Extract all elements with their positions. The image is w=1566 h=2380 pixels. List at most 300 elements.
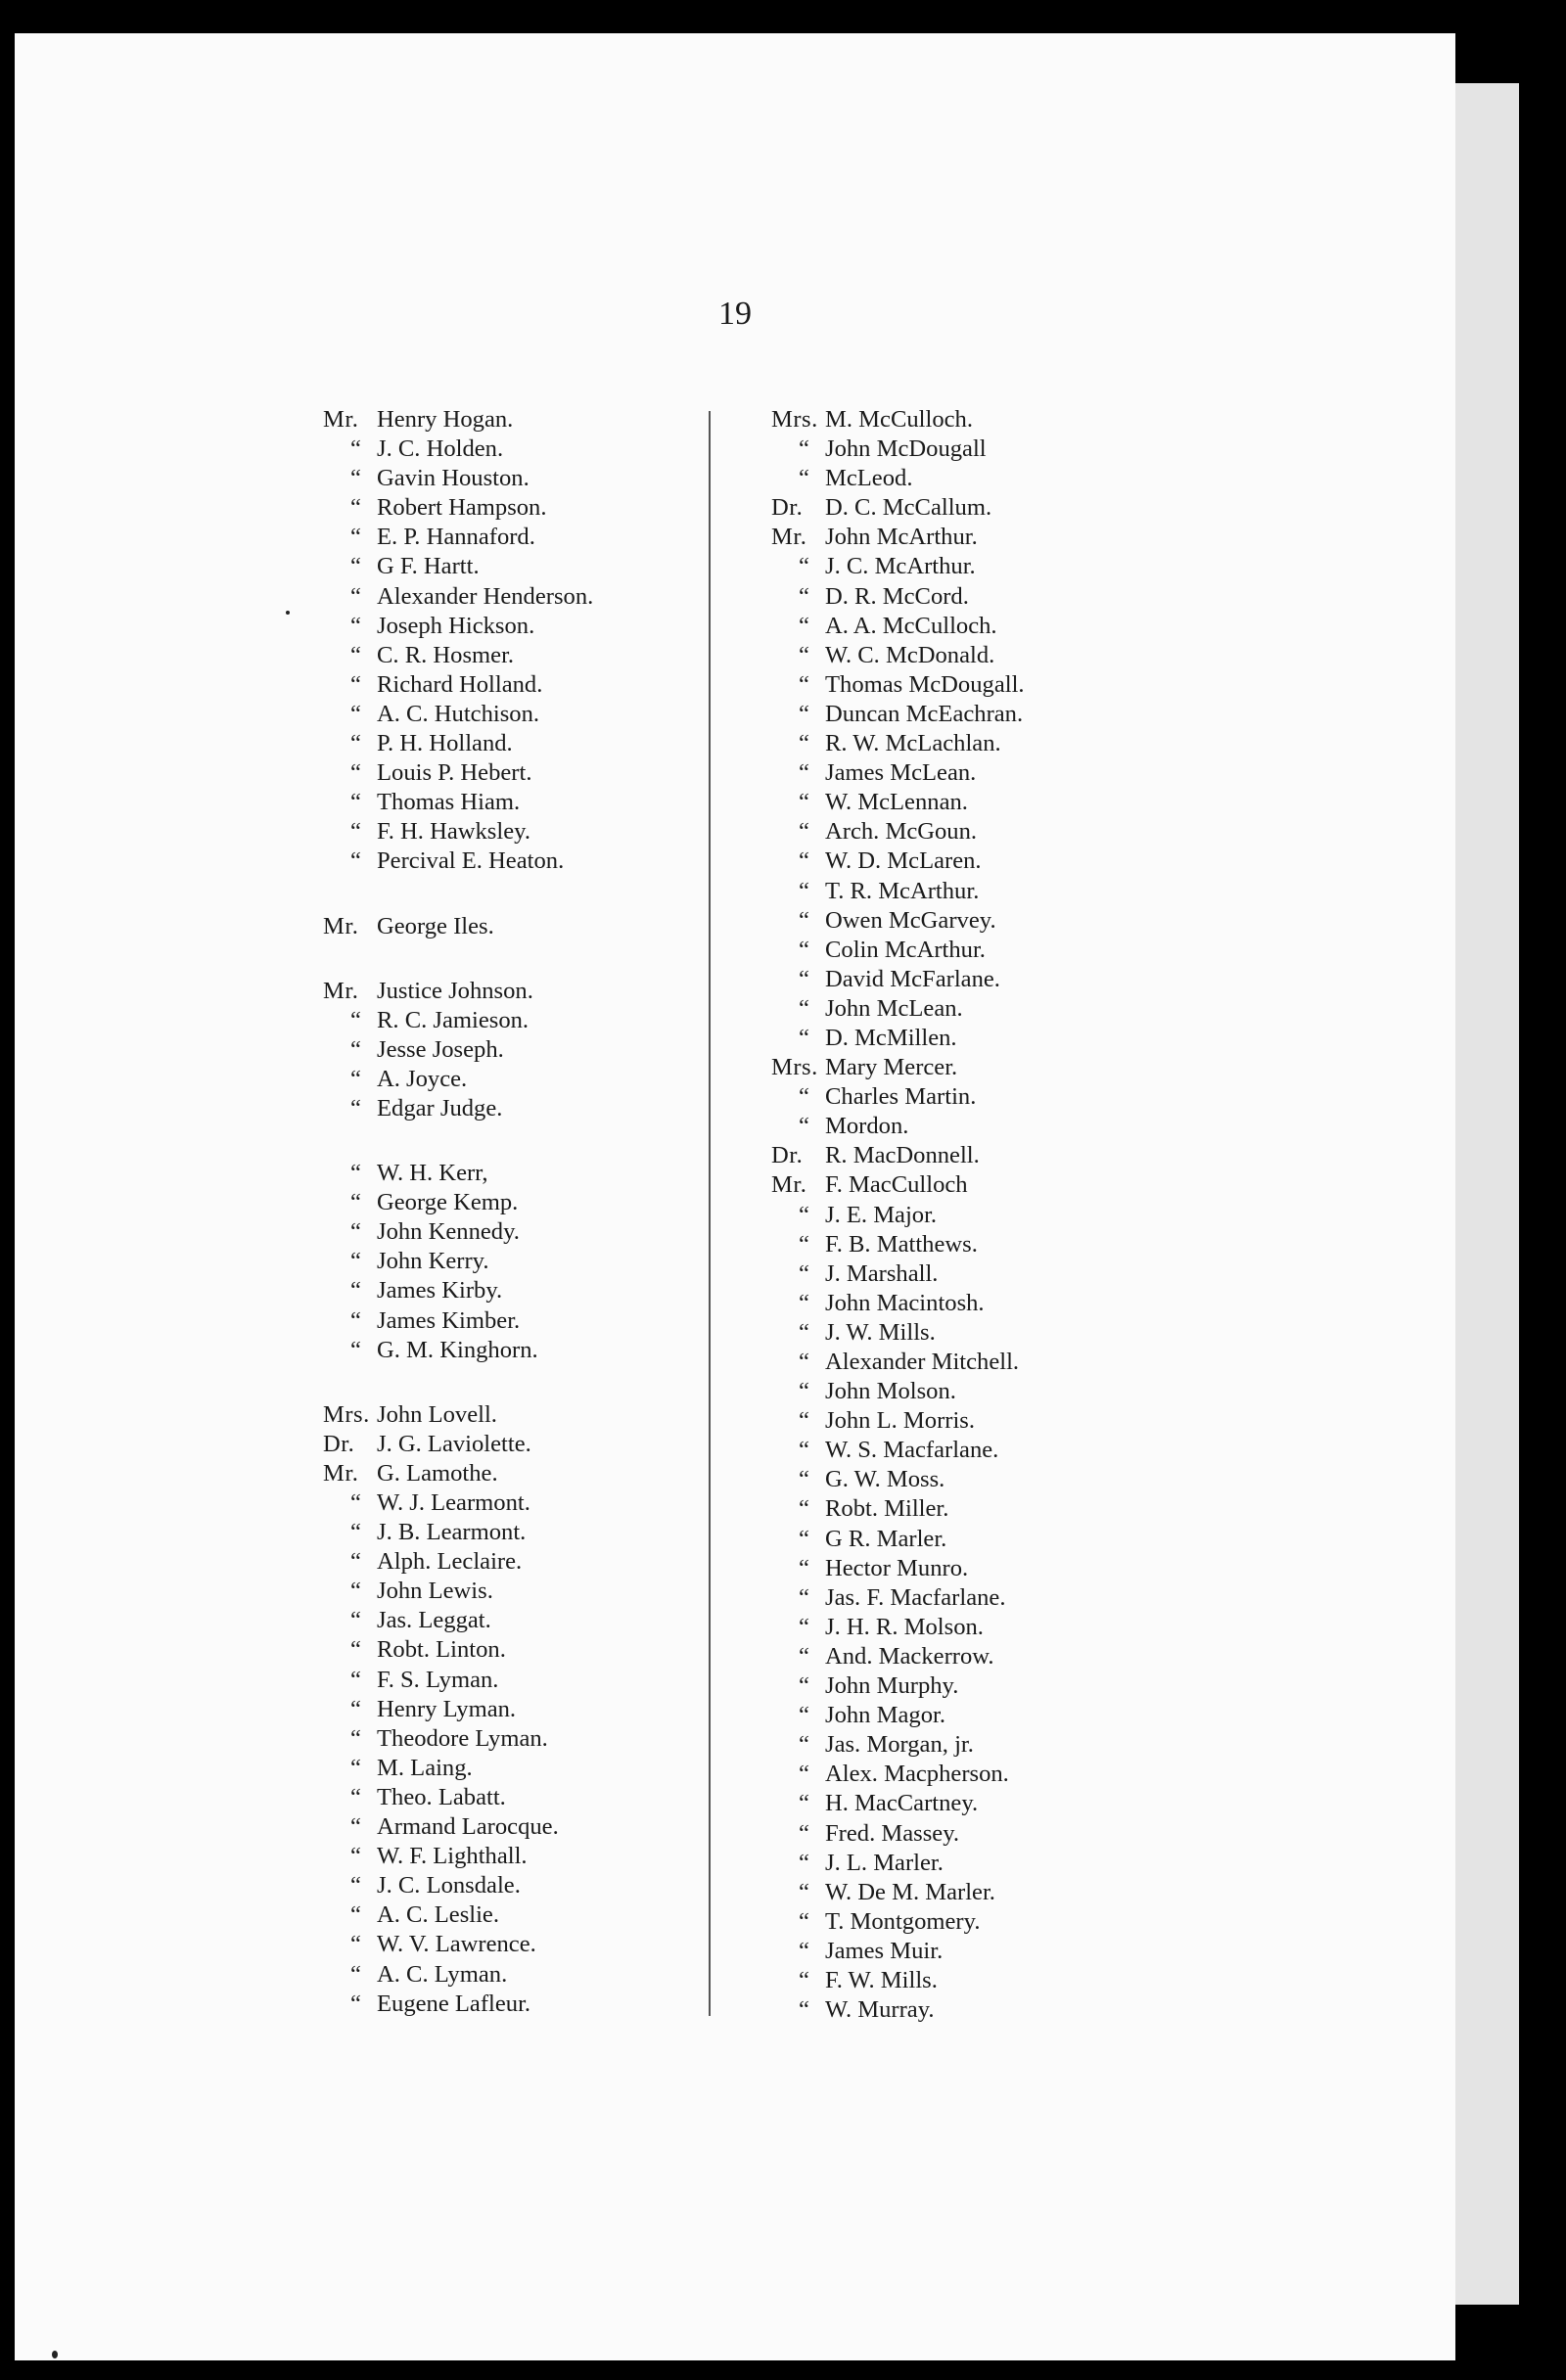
name-entry <box>771 1289 1025 1318</box>
honorific: Mrs. <box>771 406 818 433</box>
name-entry <box>323 912 593 941</box>
person-name: Jesse Joseph. <box>377 1035 504 1063</box>
name-entry <box>771 1377 1025 1406</box>
person-name: Alexander Mitchell. <box>825 1349 1020 1375</box>
ditto-mark: “ <box>799 1761 810 1788</box>
name-entry <box>771 877 1025 906</box>
ditto-mark: “ <box>799 906 810 934</box>
person-name: G. Lamothe. <box>377 1459 498 1487</box>
person-name: D. McMillen. <box>825 1024 957 1051</box>
name-entry <box>323 1900 593 1930</box>
person-name: Joseph Hickson. <box>377 612 535 639</box>
name-entry <box>323 1990 593 2019</box>
name-entry <box>771 1201 1025 1230</box>
name-entry <box>771 1525 1025 1554</box>
name-entry <box>323 817 593 847</box>
person-name: John McDougall <box>825 435 987 463</box>
ditto-mark: “ <box>350 435 362 463</box>
name-entry <box>771 435 1025 464</box>
person-name: Alex. Macpherson. <box>825 1761 1009 1788</box>
name-entry <box>323 1547 593 1577</box>
ditto-mark: “ <box>350 524 362 551</box>
name-entry <box>323 977 593 1006</box>
name-entry <box>323 1188 593 1217</box>
ditto-mark: “ <box>350 1006 362 1033</box>
person-name: J. H. R. Molson. <box>825 1613 984 1640</box>
name-entry <box>771 788 1025 817</box>
name-entry <box>323 1754 593 1783</box>
person-name: W. D. McLaren. <box>825 847 982 875</box>
ditto-mark: “ <box>799 1113 810 1140</box>
person-name: Alph. Leclaire. <box>377 1548 523 1576</box>
ditto-mark: “ <box>799 1790 810 1817</box>
person-name: John Lewis. <box>377 1578 493 1605</box>
name-entry <box>323 1666 593 1695</box>
ditto-mark: “ <box>350 1519 362 1546</box>
person-name: A. Joyce. <box>377 1065 468 1092</box>
person-name: M. Laing. <box>377 1754 473 1781</box>
ditto-mark: “ <box>350 1843 362 1870</box>
ditto-mark: “ <box>799 700 810 727</box>
ditto-mark: “ <box>799 1613 810 1640</box>
ditto-mark: “ <box>350 1990 362 2017</box>
name-entry <box>771 1494 1025 1524</box>
ditto-mark: “ <box>350 1754 362 1781</box>
ditto-mark: “ <box>799 1259 810 1287</box>
ditto-mark: “ <box>799 1024 810 1051</box>
name-entry <box>323 1035 593 1065</box>
person-name: Mordon. <box>825 1113 909 1140</box>
name-entry <box>771 1259 1025 1289</box>
person-name: John Macintosh. <box>825 1289 985 1316</box>
person-name: R. C. Jamieson. <box>377 1006 530 1033</box>
person-name: W. V. Lawrence. <box>377 1931 536 1958</box>
ditto-mark: “ <box>799 1849 810 1876</box>
honorific: Mr. <box>323 406 359 433</box>
honorific: Mr. <box>771 1171 807 1199</box>
name-entry <box>771 994 1025 1024</box>
ditto-mark: “ <box>799 1525 810 1552</box>
ditto-mark: “ <box>350 700 362 727</box>
name-entry <box>323 1695 593 1724</box>
name-entry <box>323 1094 593 1123</box>
ditto-mark: “ <box>799 818 810 846</box>
section-spacer <box>323 941 593 977</box>
ditto-mark: “ <box>799 1289 810 1316</box>
person-name: J. L. Marler. <box>825 1849 944 1876</box>
person-name: J. E. Major. <box>825 1201 938 1228</box>
person-name: James McLean. <box>825 759 977 787</box>
name-entry <box>323 1606 593 1635</box>
name-entry <box>323 612 593 641</box>
name-entry <box>323 405 593 435</box>
ditto-mark: “ <box>350 1548 362 1576</box>
person-name: Percival E. Heaton. <box>377 847 565 875</box>
name-entry <box>323 493 593 523</box>
ditto-mark: “ <box>350 1724 362 1752</box>
person-name: George Iles. <box>377 912 494 939</box>
name-entry <box>771 1406 1025 1436</box>
ditto-mark: “ <box>350 1578 362 1605</box>
ditto-mark: “ <box>799 1907 810 1935</box>
person-name: McLeod. <box>825 465 913 492</box>
person-name: Colin McArthur. <box>825 936 986 963</box>
person-name: John L. Morris. <box>825 1407 976 1435</box>
honorific: Mrs. <box>323 1400 370 1428</box>
name-entry <box>771 1789 1025 1818</box>
ditto-mark: “ <box>350 1306 362 1334</box>
name-entry <box>323 1159 593 1188</box>
name-entry <box>323 700 593 729</box>
ditto-mark: “ <box>799 1996 810 2024</box>
person-name: Owen McGarvey. <box>825 906 996 934</box>
ditto-mark: “ <box>799 1583 810 1611</box>
person-name: W. S. Macfarlane. <box>825 1437 999 1464</box>
ditto-mark: “ <box>799 1642 810 1670</box>
person-name: G. W. Moss. <box>825 1466 945 1493</box>
name-entry <box>771 612 1025 641</box>
ditto-mark: “ <box>799 847 810 875</box>
ditto-mark: “ <box>350 759 362 787</box>
name-entry <box>771 1819 1025 1849</box>
person-name: Arch. McGoun. <box>825 818 978 846</box>
name-entry <box>323 1812 593 1842</box>
person-name: Thomas McDougall. <box>825 670 1025 698</box>
ditto-mark: “ <box>799 730 810 757</box>
name-entry <box>323 1577 593 1606</box>
person-name: Alexander Henderson. <box>377 582 594 610</box>
ditto-mark: “ <box>350 847 362 875</box>
person-name: John McArthur. <box>825 524 978 551</box>
ditto-mark: “ <box>799 465 810 492</box>
name-entry <box>771 464 1025 493</box>
person-name: Theodore Lyman. <box>377 1724 548 1752</box>
ditto-mark: “ <box>799 1466 810 1493</box>
ditto-mark: “ <box>799 1230 810 1258</box>
honorific: Dr. <box>771 494 804 522</box>
person-name: W. Murray. <box>825 1996 935 2024</box>
person-name: F. H. Hawksley. <box>377 818 530 846</box>
name-entry <box>771 641 1025 670</box>
name-entry <box>323 435 593 464</box>
name-entry <box>323 1217 593 1247</box>
person-name: Richard Holland. <box>377 670 543 698</box>
person-name: A. A. McCulloch. <box>825 612 997 639</box>
ditto-mark: “ <box>350 612 362 639</box>
ditto-mark: “ <box>799 936 810 963</box>
name-entry <box>771 1554 1025 1583</box>
name-entry <box>771 1082 1025 1112</box>
person-name: John Kennedy. <box>377 1218 520 1246</box>
person-name: Henry Hogan. <box>377 406 514 433</box>
person-name: G. M. Kinghorn. <box>377 1336 538 1363</box>
ditto-mark: “ <box>350 1872 362 1899</box>
right-name-column <box>771 405 1025 2025</box>
person-name: John Murphy. <box>825 1672 959 1700</box>
person-name: Robert Hampson. <box>377 494 547 522</box>
name-entry <box>771 1348 1025 1377</box>
person-name: J. B. Learmont. <box>377 1519 527 1546</box>
person-name: J. G. Laviolette. <box>377 1430 531 1457</box>
person-name: R. W. McLachlan. <box>825 730 1001 757</box>
person-name: Justice Johnson. <box>377 977 533 1004</box>
name-entry <box>771 1907 1025 1937</box>
ditto-mark: “ <box>350 1277 362 1304</box>
document-page <box>15 33 1455 2360</box>
name-entry <box>323 788 593 817</box>
name-entry <box>771 1760 1025 1789</box>
name-entry <box>771 1112 1025 1141</box>
name-entry <box>323 1871 593 1900</box>
ditto-mark: “ <box>799 994 810 1022</box>
name-entry <box>771 405 1025 435</box>
name-entry <box>323 1783 593 1812</box>
ditto-mark: “ <box>350 1783 362 1810</box>
name-entry <box>771 906 1025 936</box>
person-name: J. Marshall. <box>825 1259 939 1287</box>
ditto-mark: “ <box>799 1495 810 1523</box>
ditto-mark: “ <box>799 435 810 463</box>
person-name: W. De M. Marler. <box>825 1878 995 1905</box>
ditto-mark: “ <box>799 877 810 904</box>
name-entry <box>771 1436 1025 1465</box>
name-entry <box>323 1400 593 1430</box>
ditto-mark: “ <box>799 582 810 610</box>
person-name: W. McLennan. <box>825 789 968 816</box>
name-entry <box>771 936 1025 965</box>
name-entry <box>771 1053 1025 1082</box>
ditto-mark: “ <box>350 1094 362 1121</box>
name-entry <box>323 641 593 670</box>
ditto-mark: “ <box>350 641 362 668</box>
person-name: E. P. Hannaford. <box>377 524 535 551</box>
person-name: M. McCulloch. <box>825 406 973 433</box>
name-entry <box>323 1306 593 1336</box>
name-entry <box>771 700 1025 729</box>
adjacent-page-edge <box>1449 83 1519 2305</box>
person-name: F. W. Mills. <box>825 1966 938 1993</box>
name-entry <box>771 552 1025 581</box>
ditto-mark: “ <box>799 1407 810 1435</box>
name-entry <box>323 582 593 612</box>
name-entry <box>771 1730 1025 1760</box>
ditto-mark: “ <box>350 1065 362 1092</box>
name-entry <box>771 582 1025 612</box>
name-entry <box>771 847 1025 876</box>
ditto-mark: “ <box>350 1336 362 1363</box>
person-name: R. MacDonnell. <box>825 1142 980 1169</box>
person-name: James Kirby. <box>377 1277 503 1304</box>
name-entry <box>771 1937 1025 1966</box>
ditto-mark: “ <box>350 1695 362 1722</box>
person-name: David McFarlane. <box>825 965 1000 992</box>
name-entry <box>771 817 1025 847</box>
ditto-mark: “ <box>350 1960 362 1988</box>
name-entry <box>771 1141 1025 1170</box>
name-entry <box>771 1701 1025 1730</box>
name-entry <box>323 729 593 758</box>
name-entry <box>771 1318 1025 1348</box>
person-name: Eugene Lafleur. <box>377 1990 531 2017</box>
name-entry <box>771 1170 1025 1200</box>
honorific: Mr. <box>323 912 359 939</box>
ditto-mark: “ <box>350 1813 362 1841</box>
ditto-mark: “ <box>350 670 362 698</box>
person-name: J. W. Mills. <box>825 1318 936 1346</box>
person-name: G F. Hartt. <box>377 553 480 580</box>
name-entry <box>323 1276 593 1305</box>
name-entry <box>771 523 1025 552</box>
name-entry <box>323 847 593 876</box>
name-entry <box>323 758 593 788</box>
person-name: John Lovell. <box>377 1400 497 1428</box>
name-entry <box>323 1459 593 1488</box>
paper-speck <box>286 611 290 615</box>
ditto-mark: “ <box>799 1878 810 1905</box>
person-name: Thomas Hiam. <box>377 789 521 816</box>
name-entry <box>771 729 1025 758</box>
ditto-mark: “ <box>799 670 810 698</box>
name-entry <box>771 1878 1025 1907</box>
ditto-mark: “ <box>350 1931 362 1958</box>
name-entry <box>323 1336 593 1365</box>
ditto-mark: “ <box>799 1672 810 1700</box>
name-entry <box>771 965 1025 994</box>
left-name-column <box>323 405 593 2019</box>
person-name: T. Montgomery. <box>825 1907 981 1935</box>
name-entry <box>323 670 593 700</box>
name-entry <box>323 1430 593 1459</box>
person-name: George Kemp. <box>377 1189 519 1216</box>
person-name: And. Mackerrow. <box>825 1642 994 1670</box>
name-entry <box>323 1930 593 1959</box>
person-name: A. C. Lyman. <box>377 1960 508 1988</box>
person-name: H. MacCartney. <box>825 1790 979 1817</box>
name-entry <box>771 1024 1025 1053</box>
person-name: John Kerry. <box>377 1248 489 1275</box>
person-name: James Muir. <box>825 1937 944 1964</box>
person-name: Gavin Houston. <box>377 465 530 492</box>
section-spacer <box>323 877 593 912</box>
honorific: Mr. <box>323 977 359 1004</box>
name-entry <box>323 1006 593 1035</box>
name-entry <box>323 464 593 493</box>
ditto-mark: “ <box>350 1248 362 1275</box>
person-name: J. C. Holden. <box>377 435 504 463</box>
name-entry <box>771 1642 1025 1671</box>
ditto-mark: “ <box>350 730 362 757</box>
person-name: P. H. Holland. <box>377 730 513 757</box>
ditto-mark: “ <box>799 1702 810 1729</box>
person-name: Hector Munro. <box>825 1554 969 1581</box>
name-entry <box>323 1518 593 1547</box>
ditto-mark: “ <box>350 1189 362 1216</box>
name-entry <box>771 670 1025 700</box>
name-entry <box>323 552 593 581</box>
person-name: Henry Lyman. <box>377 1695 517 1722</box>
person-name: W. C. McDonald. <box>825 641 995 668</box>
name-entry <box>323 1724 593 1754</box>
person-name: John McLean. <box>825 994 963 1022</box>
name-entry <box>323 1842 593 1871</box>
column-divider <box>709 411 711 2016</box>
person-name: Duncan McEachran. <box>825 700 1024 727</box>
person-name: Fred. Massey. <box>825 1819 960 1847</box>
ditto-mark: “ <box>350 1636 362 1664</box>
name-entry <box>771 1230 1025 1259</box>
ditto-mark: “ <box>799 1318 810 1346</box>
name-entry <box>323 1065 593 1094</box>
person-name: John Molson. <box>825 1378 956 1405</box>
ditto-mark: “ <box>350 465 362 492</box>
honorific: Dr. <box>323 1430 355 1457</box>
ditto-mark: “ <box>799 1378 810 1405</box>
honorific: Dr. <box>771 1142 804 1169</box>
person-name: D. C. McCallum. <box>825 494 992 522</box>
person-name: Mary Mercer. <box>825 1054 958 1081</box>
honorific: Mr. <box>323 1459 359 1487</box>
person-name: F. B. Matthews. <box>825 1230 978 1258</box>
ditto-mark: “ <box>350 1218 362 1246</box>
name-entry <box>771 1671 1025 1701</box>
name-entry <box>771 1995 1025 2025</box>
honorific: Mr. <box>771 524 807 551</box>
ditto-mark: “ <box>799 789 810 816</box>
ditto-mark: “ <box>799 1083 810 1111</box>
ditto-mark: “ <box>799 553 810 580</box>
person-name: Robt. Miller. <box>825 1495 949 1523</box>
person-name: W. H. Kerr, <box>377 1160 488 1187</box>
paper-speck <box>52 2351 58 2358</box>
person-name: W. J. Learmont. <box>377 1489 530 1516</box>
person-name: James Kimber. <box>377 1306 521 1334</box>
ditto-mark: “ <box>350 553 362 580</box>
ditto-mark: “ <box>350 818 362 846</box>
name-entry <box>771 1613 1025 1642</box>
ditto-mark: “ <box>799 1937 810 1964</box>
name-entry <box>771 1465 1025 1494</box>
ditto-mark: “ <box>350 494 362 522</box>
person-name: Robt. Linton. <box>377 1636 506 1664</box>
ditto-mark: “ <box>799 1554 810 1581</box>
name-entry <box>323 1247 593 1276</box>
person-name: C. R. Hosmer. <box>377 641 515 668</box>
ditto-mark: “ <box>799 965 810 992</box>
honorific: Mrs. <box>771 1054 818 1081</box>
name-entry <box>323 523 593 552</box>
person-name: Theo. Labatt. <box>377 1783 506 1810</box>
page-number: 19 <box>718 296 752 332</box>
name-entry <box>771 1583 1025 1613</box>
section-spacer <box>323 1365 593 1400</box>
ditto-mark: “ <box>799 1819 810 1847</box>
person-name: Charles Martin. <box>825 1083 977 1111</box>
person-name: Jas. Morgan, jr. <box>825 1731 974 1759</box>
person-name: J. C. McArthur. <box>825 553 976 580</box>
person-name: Armand Larocque. <box>377 1813 559 1841</box>
ditto-mark: “ <box>799 1731 810 1759</box>
person-name: D. R. McCord. <box>825 582 969 610</box>
ditto-mark: “ <box>799 1201 810 1228</box>
ditto-mark: “ <box>350 1035 362 1063</box>
ditto-mark: “ <box>799 1966 810 1993</box>
name-entry <box>771 758 1025 788</box>
ditto-mark: “ <box>350 789 362 816</box>
ditto-mark: “ <box>799 612 810 639</box>
person-name: T. R. McArthur. <box>825 877 980 904</box>
ditto-mark: “ <box>350 1489 362 1516</box>
ditto-mark: “ <box>350 582 362 610</box>
